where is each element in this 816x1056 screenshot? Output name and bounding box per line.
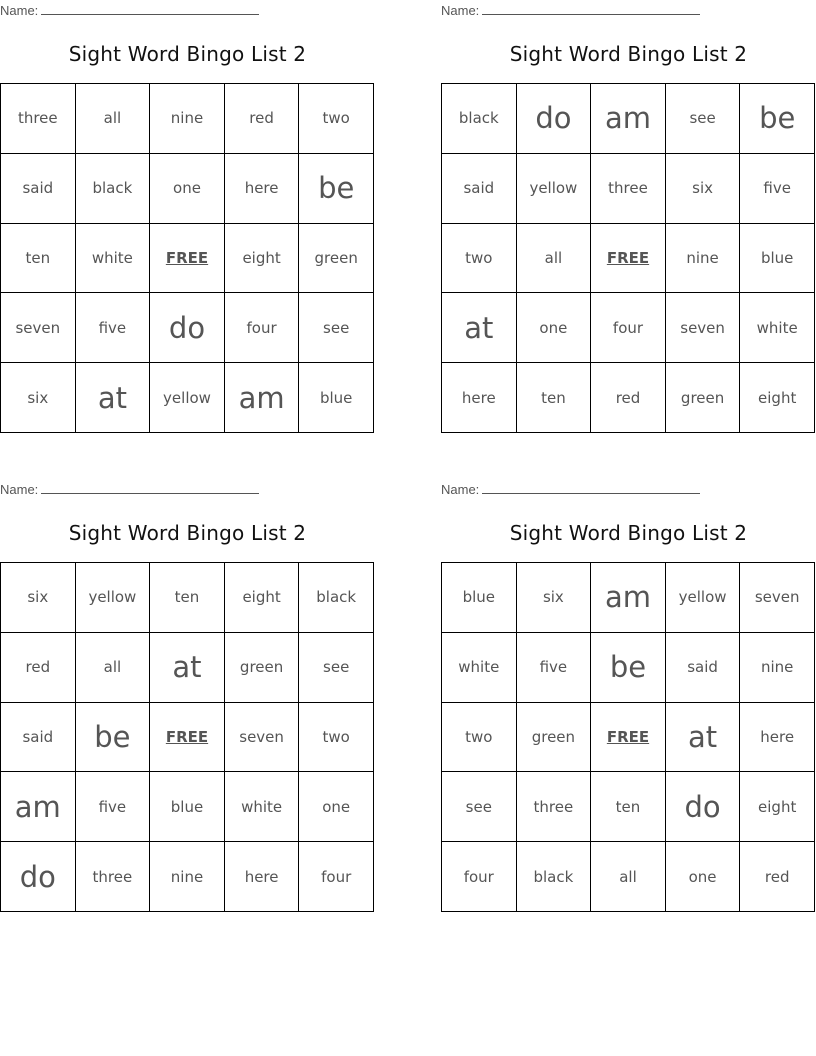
bingo-cell[interactable]: white bbox=[740, 293, 815, 363]
bingo-cell[interactable]: seven bbox=[225, 703, 300, 773]
bingo-cell[interactable]: am bbox=[1, 772, 76, 842]
bingo-cell[interactable]: yellow bbox=[150, 363, 225, 433]
bingo-cell[interactable]: white bbox=[76, 224, 151, 294]
bingo-cell[interactable]: at bbox=[666, 703, 741, 773]
bingo-cell[interactable]: see bbox=[442, 772, 517, 842]
bingo-cell[interactable]: four bbox=[591, 293, 666, 363]
name-field[interactable] bbox=[0, 482, 259, 497]
bingo-cell[interactable]: green bbox=[225, 633, 300, 703]
bingo-cell[interactable]: here bbox=[225, 154, 300, 224]
bingo-cell[interactable]: yellow bbox=[76, 563, 151, 633]
bingo-cell[interactable]: blue bbox=[299, 363, 374, 433]
bingo-cell[interactable]: ten bbox=[517, 363, 592, 433]
bingo-cell[interactable]: five bbox=[76, 293, 151, 363]
bingo-cell[interactable]: six bbox=[517, 563, 592, 633]
bingo-cell[interactable]: at bbox=[76, 363, 151, 433]
bingo-cell[interactable]: black bbox=[299, 563, 374, 633]
bingo-cell[interactable]: two bbox=[442, 703, 517, 773]
bingo-cell[interactable]: blue bbox=[740, 224, 815, 294]
bingo-cell[interactable]: blue bbox=[442, 563, 517, 633]
bingo-cell[interactable]: see bbox=[666, 84, 741, 154]
bingo-cell[interactable]: red bbox=[1, 633, 76, 703]
bingo-cell[interactable]: be bbox=[76, 703, 151, 773]
bingo-cell[interactable]: here bbox=[225, 842, 300, 912]
bingo-cell[interactable]: green bbox=[299, 224, 374, 294]
bingo-cell[interactable]: do bbox=[1, 842, 76, 912]
bingo-cell[interactable]: yellow bbox=[666, 563, 741, 633]
card-title: Sight Word Bingo List 2 bbox=[68, 42, 307, 66]
bingo-grid bbox=[0, 562, 374, 912]
bingo-cell[interactable]: blue bbox=[150, 772, 225, 842]
bingo-cell[interactable]: do bbox=[666, 772, 741, 842]
bingo-cell[interactable]: seven bbox=[740, 563, 815, 633]
bingo-cell[interactable]: ten bbox=[1, 224, 76, 294]
bingo-cell[interactable]: am bbox=[225, 363, 300, 433]
bingo-cell[interactable]: ten bbox=[150, 563, 225, 633]
bingo-cell[interactable]: said bbox=[1, 154, 76, 224]
bingo-cell[interactable]: said bbox=[1, 703, 76, 773]
bingo-cell[interactable]: ten bbox=[591, 772, 666, 842]
bingo-cell[interactable]: one bbox=[517, 293, 592, 363]
name-label: Name: bbox=[0, 3, 39, 18]
bingo-cell[interactable]: six bbox=[1, 563, 76, 633]
bingo-grid bbox=[0, 83, 374, 433]
bingo-cell[interactable]: five bbox=[517, 633, 592, 703]
bingo-cell[interactable]: all bbox=[76, 84, 151, 154]
bingo-cell[interactable]: one bbox=[150, 154, 225, 224]
bingo-cell[interactable]: do bbox=[150, 293, 225, 363]
bingo-cell[interactable]: three bbox=[517, 772, 592, 842]
bingo-cell[interactable]: all bbox=[517, 224, 592, 294]
bingo-cell[interactable]: eight bbox=[740, 772, 815, 842]
bingo-cell[interactable]: six bbox=[1, 363, 76, 433]
bingo-cell[interactable]: white bbox=[225, 772, 300, 842]
bingo-cell[interactable]: at bbox=[442, 293, 517, 363]
name-field[interactable] bbox=[0, 3, 259, 18]
bingo-cell[interactable]: nine bbox=[150, 842, 225, 912]
bingo-grid bbox=[441, 83, 815, 433]
bingo-cell[interactable]: red bbox=[591, 363, 666, 433]
name-blank-line[interactable] bbox=[482, 482, 700, 494]
bingo-cell[interactable]: two bbox=[442, 224, 517, 294]
bingo-cell[interactable]: green bbox=[666, 363, 741, 433]
name-blank-line[interactable] bbox=[41, 3, 259, 15]
bingo-cell[interactable]: said bbox=[666, 633, 741, 703]
bingo-cell[interactable]: green bbox=[517, 703, 592, 773]
name-field[interactable] bbox=[441, 482, 700, 497]
bingo-cell[interactable]: eight bbox=[225, 224, 300, 294]
bingo-cell[interactable]: here bbox=[740, 703, 815, 773]
bingo-cell[interactable]: nine bbox=[666, 224, 741, 294]
name-blank-line[interactable] bbox=[482, 3, 700, 15]
bingo-cell[interactable]: red bbox=[740, 842, 815, 912]
bingo-cell[interactable]: be bbox=[591, 633, 666, 703]
bingo-cell[interactable]: do bbox=[517, 84, 592, 154]
bingo-cell[interactable]: three bbox=[591, 154, 666, 224]
bingo-cell[interactable]: three bbox=[76, 842, 151, 912]
free-space-cell[interactable]: FREE bbox=[150, 224, 225, 294]
bingo-cell[interactable]: here bbox=[442, 363, 517, 433]
bingo-cell[interactable]: am bbox=[591, 563, 666, 633]
bingo-cell[interactable]: two bbox=[299, 703, 374, 773]
bingo-cell[interactable]: four bbox=[225, 293, 300, 363]
bingo-cell[interactable]: one bbox=[299, 772, 374, 842]
name-label: Name: bbox=[441, 482, 480, 497]
bingo-cell[interactable]: be bbox=[299, 154, 374, 224]
bingo-cell[interactable]: be bbox=[740, 84, 815, 154]
name-label: Name: bbox=[441, 3, 480, 18]
bingo-cell[interactable]: see bbox=[299, 293, 374, 363]
bingo-cell[interactable]: eight bbox=[740, 363, 815, 433]
bingo-cell[interactable]: see bbox=[299, 633, 374, 703]
free-space-cell[interactable]: FREE bbox=[150, 703, 225, 773]
bingo-cell[interactable]: six bbox=[666, 154, 741, 224]
bingo-grid bbox=[441, 562, 815, 912]
bingo-cell[interactable]: five bbox=[740, 154, 815, 224]
bingo-cell[interactable]: four bbox=[299, 842, 374, 912]
bingo-cell[interactable]: five bbox=[76, 772, 151, 842]
bingo-cell[interactable]: three bbox=[1, 84, 76, 154]
bingo-cell[interactable]: one bbox=[666, 842, 741, 912]
free-space-cell[interactable]: FREE bbox=[591, 703, 666, 773]
bingo-cell[interactable]: nine bbox=[740, 633, 815, 703]
card-title: Sight Word Bingo List 2 bbox=[509, 42, 748, 66]
bingo-cell[interactable]: black bbox=[76, 154, 151, 224]
bingo-cell[interactable]: black bbox=[442, 84, 517, 154]
bingo-cell[interactable]: seven bbox=[1, 293, 76, 363]
bingo-cell[interactable]: black bbox=[517, 842, 592, 912]
card-title: Sight Word Bingo List 2 bbox=[509, 521, 748, 545]
bingo-cell[interactable]: red bbox=[225, 84, 300, 154]
bingo-cell[interactable]: yellow bbox=[517, 154, 592, 224]
name-blank-line[interactable] bbox=[41, 482, 259, 494]
bingo-cell[interactable]: said bbox=[442, 154, 517, 224]
bingo-cell[interactable]: all bbox=[591, 842, 666, 912]
bingo-cell[interactable]: four bbox=[442, 842, 517, 912]
bingo-cell[interactable]: at bbox=[150, 633, 225, 703]
bingo-cell[interactable]: nine bbox=[150, 84, 225, 154]
name-label: Name: bbox=[0, 482, 39, 497]
bingo-cell[interactable]: am bbox=[591, 84, 666, 154]
bingo-cell[interactable]: two bbox=[299, 84, 374, 154]
name-field[interactable] bbox=[441, 3, 700, 18]
bingo-cell[interactable]: all bbox=[76, 633, 151, 703]
card-title: Sight Word Bingo List 2 bbox=[68, 521, 307, 545]
free-space-cell[interactable]: FREE bbox=[591, 224, 666, 294]
bingo-cell[interactable]: white bbox=[442, 633, 517, 703]
bingo-cell[interactable]: eight bbox=[225, 563, 300, 633]
bingo-cell[interactable]: seven bbox=[666, 293, 741, 363]
